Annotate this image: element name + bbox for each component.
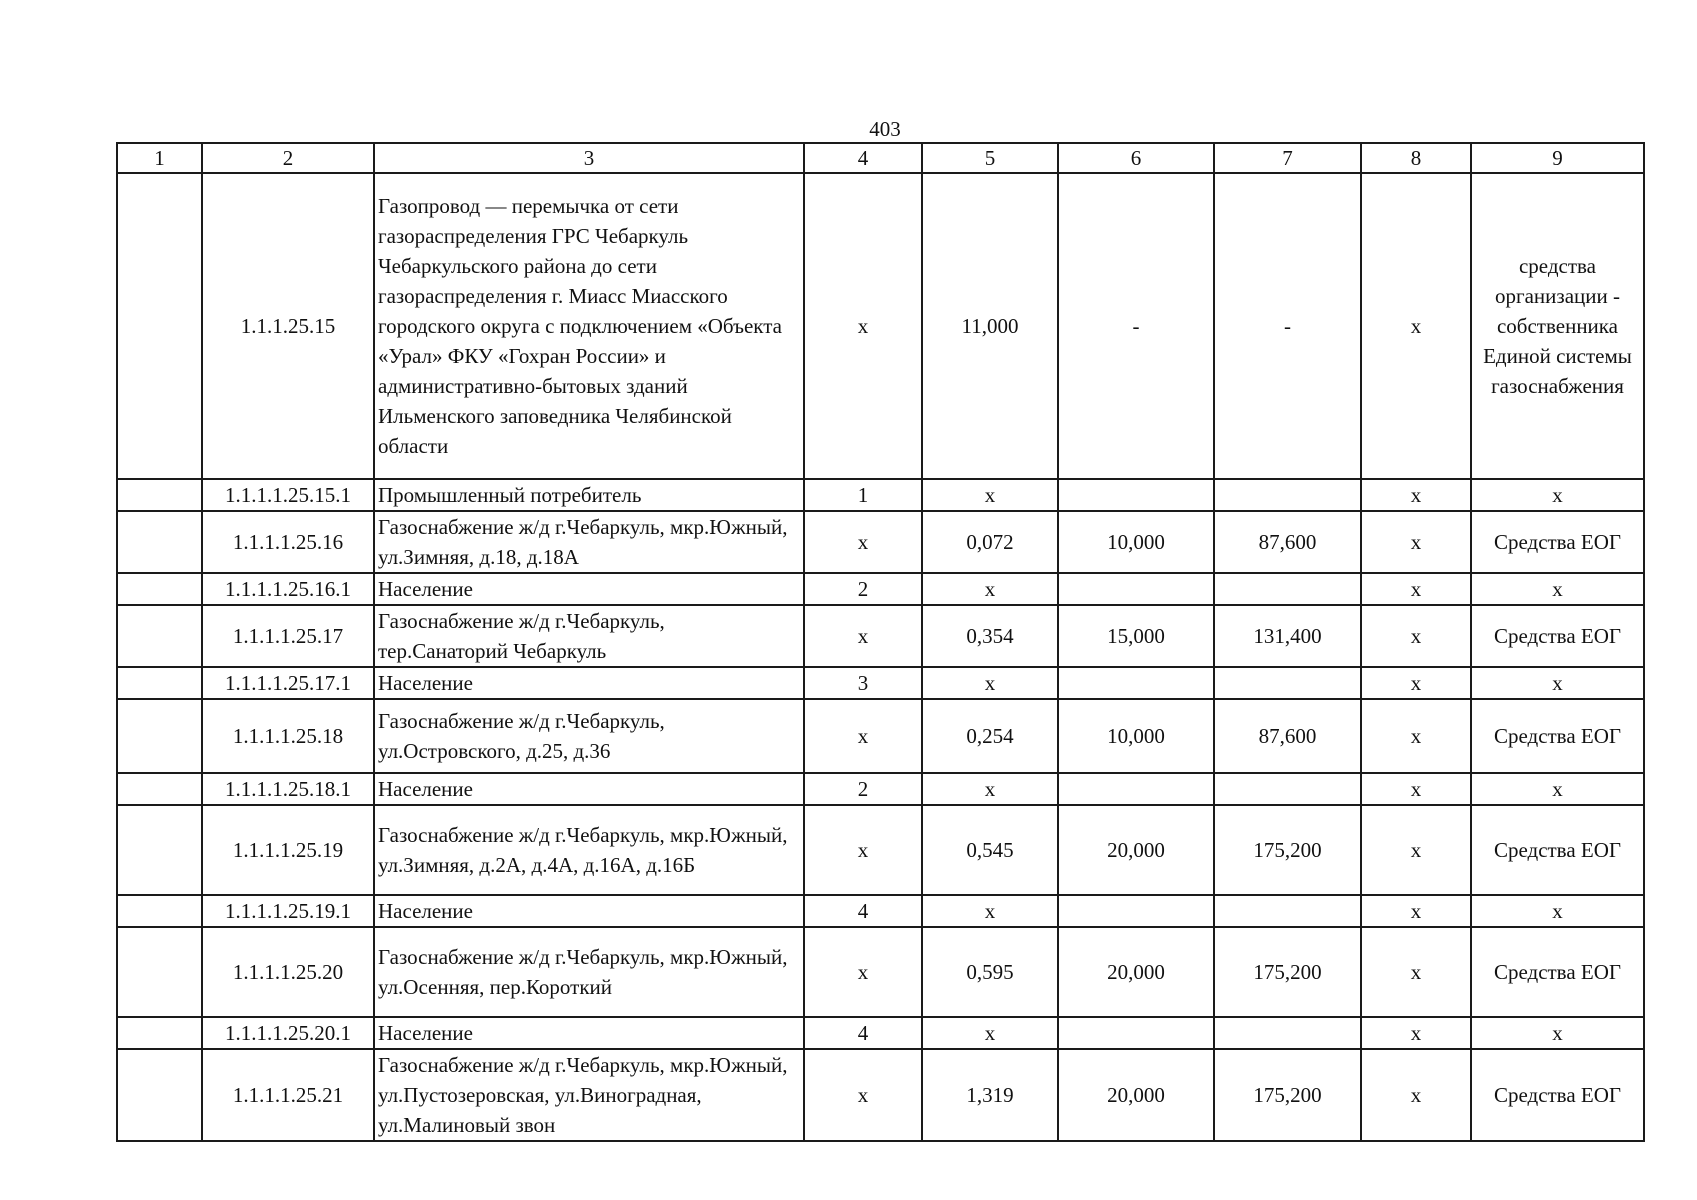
table-row xyxy=(117,1049,1644,1141)
cell-col7 xyxy=(1214,667,1361,699)
cell-funding: Средства ЕОГ xyxy=(1471,1049,1644,1141)
table-row xyxy=(117,573,1644,605)
cell-col7: 175,200 xyxy=(1214,927,1361,1017)
cell-description: Газоснабжение ж/д г.Чебаркуль, мкр.Южный, ул.Пустозеровская, ул.Виноградная, ул.Малиновый звон xyxy=(374,1049,804,1141)
cell-col5: 0,072 xyxy=(922,511,1058,573)
cell-col6: 20,000 xyxy=(1058,927,1214,1017)
cell-code: 1.1.1.1.25.20.1 xyxy=(202,1017,374,1049)
header-row xyxy=(117,143,1644,173)
cell-col4: х xyxy=(804,511,922,573)
cell-col8: х xyxy=(1361,173,1471,479)
cell-col8: х xyxy=(1361,699,1471,773)
cell-col1 xyxy=(117,173,202,479)
cell-col7 xyxy=(1214,773,1361,805)
cell-col8: х xyxy=(1361,479,1471,511)
cell-col6: 10,000 xyxy=(1058,511,1214,573)
cell-description: Газоснабжение ж/д г.Чебаркуль, ул.Островского, д.25, д.36 xyxy=(374,699,804,773)
cell-col7: 175,200 xyxy=(1214,1049,1361,1141)
cell-code: 1.1.1.1.25.16 xyxy=(202,511,374,573)
table-row xyxy=(117,511,1644,573)
cell-col1 xyxy=(117,573,202,605)
cell-description: Газоснабжение ж/д г.Чебаркуль, мкр.Южный, ул.Зимняя, д.18, д.18А xyxy=(374,511,804,573)
cell-col5: 0,545 xyxy=(922,805,1058,895)
header-cell-5: 5 xyxy=(922,143,1058,173)
table-row xyxy=(117,667,1644,699)
cell-col6: 10,000 xyxy=(1058,699,1214,773)
cell-col4: 4 xyxy=(804,1017,922,1049)
cell-col4: 2 xyxy=(804,573,922,605)
cell-col8: х xyxy=(1361,511,1471,573)
cell-col5: х xyxy=(922,573,1058,605)
data-table xyxy=(116,142,1645,1142)
cell-col5: х xyxy=(922,1017,1058,1049)
cell-code: 1.1.1.1.25.16.1 xyxy=(202,573,374,605)
cell-col1 xyxy=(117,927,202,1017)
cell-funding: Средства ЕОГ xyxy=(1471,511,1644,573)
table-row xyxy=(117,895,1644,927)
cell-description: Население xyxy=(374,667,804,699)
cell-col4: 4 xyxy=(804,895,922,927)
cell-col8: х xyxy=(1361,1017,1471,1049)
cell-col4: 2 xyxy=(804,773,922,805)
header-cell-3: 3 xyxy=(374,143,804,173)
cell-code: 1.1.1.1.25.19.1 xyxy=(202,895,374,927)
cell-code: 1.1.1.1.25.17 xyxy=(202,605,374,667)
cell-col4: 3 xyxy=(804,667,922,699)
cell-col6: 20,000 xyxy=(1058,1049,1214,1141)
cell-funding: Средства ЕОГ xyxy=(1471,699,1644,773)
cell-code: 1.1.1.1.25.20 xyxy=(202,927,374,1017)
table-row xyxy=(117,699,1644,773)
cell-col8: х xyxy=(1361,1049,1471,1141)
cell-col7 xyxy=(1214,1017,1361,1049)
cell-col6: 15,000 xyxy=(1058,605,1214,667)
cell-code: 1.1.1.1.25.17.1 xyxy=(202,667,374,699)
cell-col6: 20,000 xyxy=(1058,805,1214,895)
cell-col1 xyxy=(117,773,202,805)
cell-code: 1.1.1.1.25.18 xyxy=(202,699,374,773)
cell-col5: х xyxy=(922,895,1058,927)
table-row xyxy=(117,479,1644,511)
cell-description: Население xyxy=(374,573,804,605)
table-row xyxy=(117,927,1644,1017)
cell-funding: Средства ЕОГ xyxy=(1471,927,1644,1017)
cell-col6 xyxy=(1058,479,1214,511)
page-number: 403 xyxy=(869,117,901,141)
cell-col4: х xyxy=(804,605,922,667)
header-cell-1: 1 xyxy=(117,143,202,173)
cell-col6 xyxy=(1058,667,1214,699)
cell-code: 1.1.1.1.25.15.1 xyxy=(202,479,374,511)
cell-col1 xyxy=(117,1017,202,1049)
cell-col4: 1 xyxy=(804,479,922,511)
cell-col4: х xyxy=(804,173,922,479)
table-row xyxy=(117,805,1644,895)
cell-col7 xyxy=(1214,479,1361,511)
cell-col6 xyxy=(1058,1017,1214,1049)
table-row xyxy=(117,173,1644,479)
cell-col8: х xyxy=(1361,805,1471,895)
cell-col1 xyxy=(117,699,202,773)
cell-description: Газопровод — перемычка от сети газораспределения ГРС Чебаркуль Чебаркульского района до сети газораспределения г. Миасс Миасского городского округа с подключением «Объекта «Урал» ФКУ «Гохран России» и административно-бытовых зданий Ильменского заповедника Челябинской области xyxy=(374,173,804,479)
cell-col8: х xyxy=(1361,927,1471,1017)
cell-funding: х xyxy=(1471,573,1644,605)
cell-col4: х xyxy=(804,699,922,773)
cell-col5: х xyxy=(922,667,1058,699)
cell-col5: 0,595 xyxy=(922,927,1058,1017)
cell-code: 1.1.1.1.25.19 xyxy=(202,805,374,895)
cell-col7 xyxy=(1214,895,1361,927)
table-row xyxy=(117,605,1644,667)
cell-col1 xyxy=(117,511,202,573)
header-cell-6: 6 xyxy=(1058,143,1214,173)
cell-funding: х xyxy=(1471,895,1644,927)
table-row xyxy=(117,773,1644,805)
cell-col1 xyxy=(117,605,202,667)
cell-col4: х xyxy=(804,1049,922,1141)
cell-col1 xyxy=(117,805,202,895)
cell-col8: х xyxy=(1361,667,1471,699)
cell-col1 xyxy=(117,1049,202,1141)
cell-col7: - xyxy=(1214,173,1361,479)
cell-col6 xyxy=(1058,773,1214,805)
cell-description: Население xyxy=(374,895,804,927)
cell-col8: х xyxy=(1361,605,1471,667)
cell-col8: х xyxy=(1361,773,1471,805)
cell-col5: 0,354 xyxy=(922,605,1058,667)
cell-funding: х xyxy=(1471,1017,1644,1049)
table-row xyxy=(117,1017,1644,1049)
cell-col1 xyxy=(117,667,202,699)
cell-col5: х xyxy=(922,479,1058,511)
cell-col8: х xyxy=(1361,895,1471,927)
cell-col1 xyxy=(117,479,202,511)
cell-funding: х xyxy=(1471,773,1644,805)
cell-col6: - xyxy=(1058,173,1214,479)
cell-col7: 175,200 xyxy=(1214,805,1361,895)
cell-funding: х xyxy=(1471,479,1644,511)
cell-col5: х xyxy=(922,773,1058,805)
cell-col7: 87,600 xyxy=(1214,511,1361,573)
header-cell-8: 8 xyxy=(1361,143,1471,173)
cell-description: Газоснабжение ж/д г.Чебаркуль, тер.Санаторий Чебаркуль xyxy=(374,605,804,667)
cell-col6 xyxy=(1058,573,1214,605)
cell-col4: х xyxy=(804,927,922,1017)
cell-description: Газоснабжение ж/д г.Чебаркуль, мкр.Южный, ул.Осенняя, пер.Короткий xyxy=(374,927,804,1017)
cell-col8: х xyxy=(1361,573,1471,605)
cell-description: Население xyxy=(374,1017,804,1049)
cell-description: Население xyxy=(374,773,804,805)
header-cell-2: 2 xyxy=(202,143,374,173)
cell-funding: Средства ЕОГ xyxy=(1471,605,1644,667)
header-cell-4: 4 xyxy=(804,143,922,173)
cell-code: 1.1.1.1.25.18.1 xyxy=(202,773,374,805)
cell-code: 1.1.1.25.15 xyxy=(202,173,374,479)
header-cell-9: 9 xyxy=(1471,143,1644,173)
cell-funding: Средства ЕОГ xyxy=(1471,805,1644,895)
cell-col1 xyxy=(117,895,202,927)
cell-col5: 0,254 xyxy=(922,699,1058,773)
cell-col5: 11,000 xyxy=(922,173,1058,479)
cell-col4: х xyxy=(804,805,922,895)
header-cell-7: 7 xyxy=(1214,143,1361,173)
cell-col7 xyxy=(1214,573,1361,605)
cell-col6 xyxy=(1058,895,1214,927)
cell-col7: 131,400 xyxy=(1214,605,1361,667)
cell-funding: х xyxy=(1471,667,1644,699)
cell-code: 1.1.1.1.25.21 xyxy=(202,1049,374,1141)
cell-col5: 1,319 xyxy=(922,1049,1058,1141)
cell-funding: средства организации - собственника Единой системы газоснабжения xyxy=(1471,173,1644,479)
cell-col7: 87,600 xyxy=(1214,699,1361,773)
cell-description: Газоснабжение ж/д г.Чебаркуль, мкр.Южный, ул.Зимняя, д.2А, д.4А, д.16А, д.16Б xyxy=(374,805,804,895)
cell-description: Промышленный потребитель xyxy=(374,479,804,511)
